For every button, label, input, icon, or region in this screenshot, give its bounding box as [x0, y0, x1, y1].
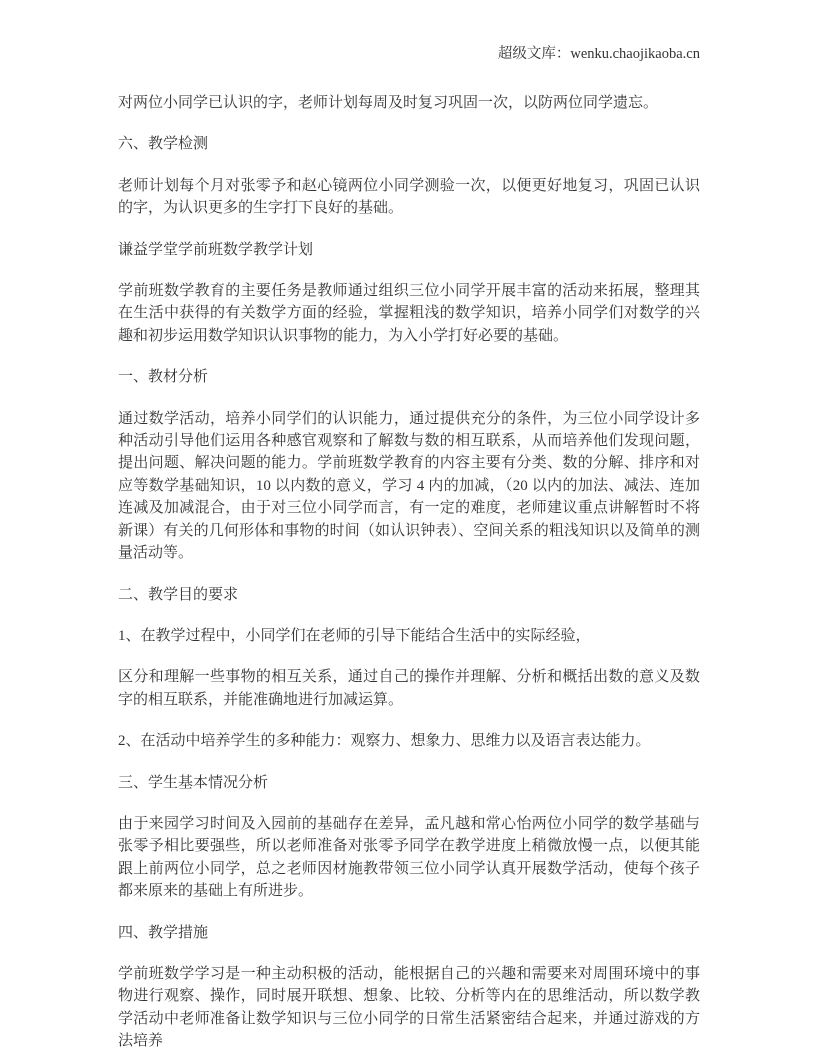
- paragraph: 1、在教学过程中，小同学们在老师的引导下能结合生活中的实际经验，: [118, 627, 591, 644]
- paragraph: 由于来园学习时间及入园前的基础存在差异，孟凡越和常心怡两位小同学的数学基础与张零予相比要强些，所以老师准备对张零予同学在教学进度上稍微放慢一点，以便其能跟上前两位小同学，总之老师因材施教带领三位小同学认真开展数学活动，使每个孩子都来原来的基础上有所进步。: [118, 815, 700, 900]
- paragraph: 学前班数学学习是一种主动积极的活动，能根据自己的兴趣和需要来对周围环境中的事物进行观察、操作，同时展开联想、想象、比较、分析等内在的思维活动，所以数学教学活动中老师准备让数学知识与三位小同学的日常生活紧密结合起来，并通过游戏的方法培养: [118, 965, 700, 1050]
- section-heading: 一、教材分析: [118, 369, 209, 386]
- paragraph: 对两位小同学已认识的字，老师计划每周及时复习巩固一次，以防两位同学遗忘。: [118, 95, 659, 111]
- paragraph: 学前班数学教育的主要任务是教师通过组织三位小同学开展丰富的活动来拓展，整理其在生活中获得的有关数学方面的经验，掌握粗浅的数学知识，培养小同学们对数学的兴趣和初步运用数学知识认识事物的能力，为入小学打好必要的基础。: [118, 283, 700, 344]
- section-heading: 三、学生基本情况分析: [118, 774, 269, 791]
- site-watermark: 超级文库：wenku.chaojikaoba.cn: [497, 46, 700, 62]
- document-body: [118, 92, 700, 1053]
- section-heading: 二、教学目的要求: [118, 586, 239, 603]
- paragraph: 通过数学活动，培养小同学们的认识能力，通过提供充分的条件，为三位小同学设计多种活动引导他们运用各种感官观察和了解数与数的相互联系，从而培养他们发现问题，提出问题、解决问题的能力。学前班数学教育的内容主要有分类、数的分解、排序和对应等数学基础知识，10 以内数的意义，学习 4 内的加减，（20 以内的加法、减法、连加连减及加减混合，由于对三位小同学而言，有一定的难度，老师建议重点讲解暂时不将新课）有关的几何形体和事物的时间（如认识钟表）、空间关系的粗浅知识以及简单的测量活动等。: [118, 410, 700, 562]
- paragraph: 老师计划每个月对张零予和赵心镜两位小同学测验一次，以便更好地复习，巩固已认识的字，为认识更多的生字打下良好的基础。: [118, 177, 700, 217]
- document-title: 谦益学堂学前班数学教学计划: [118, 241, 314, 258]
- section-heading: 四、教学措施: [118, 924, 209, 941]
- paragraph: 2、在活动中培养学生的多种能力：观察力、想象力、思维力以及语言表达能力。: [118, 733, 651, 750]
- section-heading: 六、教学检测: [118, 136, 209, 153]
- paragraph: 区分和理解一些事物的相互关系，通过自己的操作并理解、分析和概括出数的意义及数字的相互联系，并能准确地进行加减运算。: [118, 669, 700, 708]
